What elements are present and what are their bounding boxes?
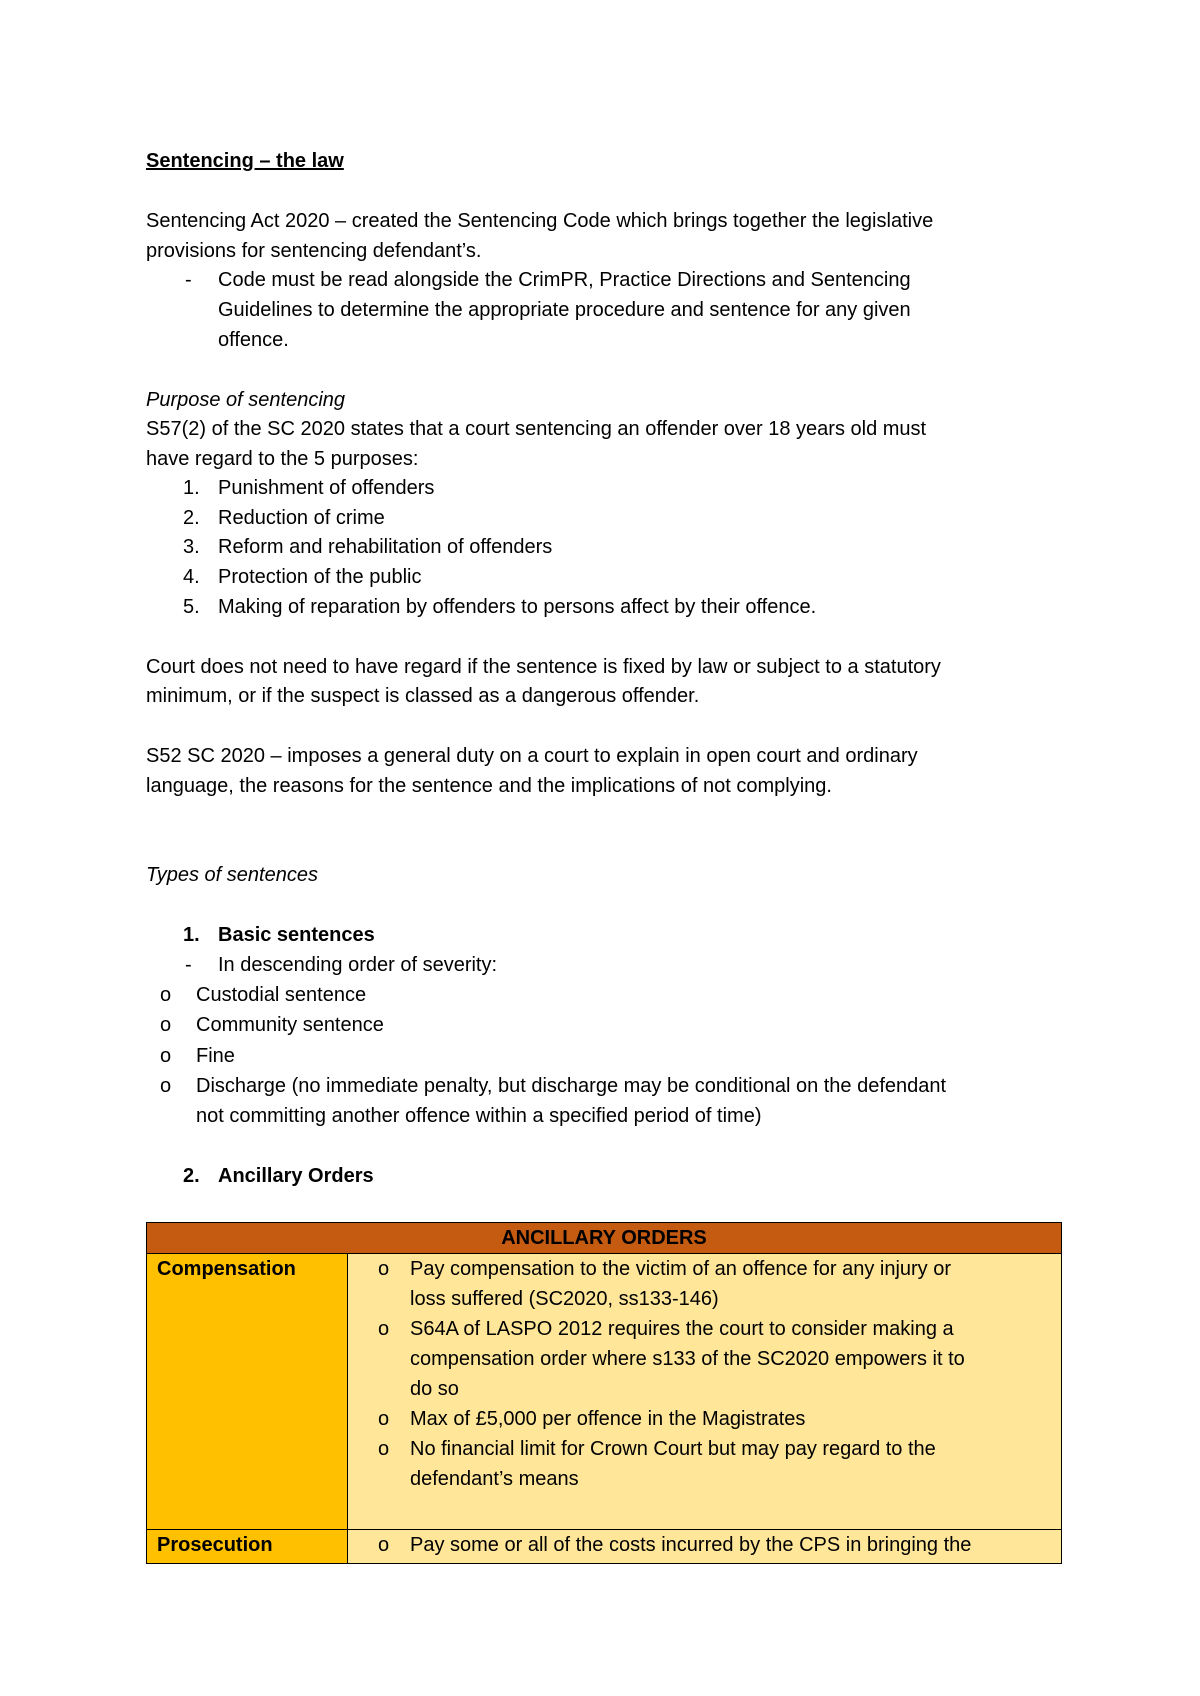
- purpose-line-2: have regard to the 5 purposes:: [146, 448, 419, 470]
- s52-note-line-2: language, the reasons for the sentence and the implications of not complying.: [146, 775, 832, 797]
- bullet-marker: o: [160, 1075, 172, 1097]
- sentence-type-item: Custodial sentence: [196, 984, 367, 1006]
- types-heading: Types of sentences: [146, 864, 318, 886]
- basic-sentences-heading: Basic sentences: [218, 924, 375, 946]
- sentence-type-item: Discharge (no immediate penalty, but discharge may be conditional on the defendant: [196, 1075, 947, 1097]
- list-number: 3.: [183, 536, 200, 558]
- bullet-marker: o: [378, 1408, 390, 1430]
- intro-dash-line-3: offence.: [218, 329, 289, 351]
- intro-dash-line-1: Code must be read alongside the CrimPR, Practice Directions and Sentencing: [218, 269, 911, 291]
- table-header: ANCILLARY ORDERS: [147, 1223, 1061, 1254]
- list-number: 4.: [183, 566, 200, 588]
- bullet-marker: o: [160, 1014, 172, 1036]
- ancillary-orders-table: [146, 1222, 1062, 1564]
- list-number: 5.: [183, 596, 200, 618]
- purpose-item: Reduction of crime: [218, 507, 385, 529]
- bullet-marker: o: [160, 1045, 172, 1067]
- purpose-item: Protection of the public: [218, 566, 422, 588]
- bullet-marker: o: [160, 984, 172, 1006]
- row-body-compensation: [348, 1254, 1061, 1529]
- court-note-line-2: minimum, or if the suspect is classed as a dangerous offender.: [146, 685, 700, 707]
- bullet-marker: o: [378, 1438, 390, 1460]
- document-title: Sentencing – the law: [146, 150, 344, 172]
- table-cell-text: No financial limit for Crown Court but may pay regard to the: [410, 1438, 936, 1460]
- dash-marker: -: [185, 269, 192, 291]
- table-cell-text: compensation order where s133 of the SC2020 empowers it to: [410, 1348, 965, 1370]
- purpose-item: Reform and rehabilitation of offenders: [218, 536, 553, 558]
- purpose-line-1: S57(2) of the SC 2020 states that a court sentencing an offender over 18 years old must: [146, 418, 927, 440]
- severity-note: In descending order of severity:: [218, 954, 498, 976]
- row-label-compensation: Compensation: [147, 1254, 348, 1529]
- table-cell-text: loss suffered (SC2020, ss133-146): [410, 1288, 719, 1310]
- ancillary-orders-heading: Ancillary Orders: [218, 1165, 374, 1187]
- bullet-marker: o: [378, 1534, 390, 1556]
- table-cell-text: Pay some or all of the costs incurred by the CPS in bringing the: [410, 1534, 972, 1556]
- s52-note-line-1: S52 SC 2020 – imposes a general duty on a court to explain in open court and ordinary: [146, 745, 918, 767]
- list-number: 2.: [183, 507, 200, 529]
- list-number: 1.: [183, 477, 200, 499]
- purpose-item: Making of reparation by offenders to persons affect by their offence.: [218, 596, 817, 618]
- intro-line-2: provisions for sentencing defendant’s.: [146, 240, 482, 262]
- purpose-item: Punishment of offenders: [218, 477, 435, 499]
- dash-marker: -: [185, 954, 192, 976]
- table-cell-text: do so: [410, 1378, 459, 1400]
- sentence-type-item: Community sentence: [196, 1014, 384, 1036]
- sentence-type-item-continued: not committing another offence within a specified period of time): [196, 1105, 762, 1127]
- table-cell-text: S64A of LASPO 2012 requires the court to consider making a: [410, 1318, 954, 1340]
- intro-line-1: Sentencing Act 2020 – created the Sentencing Code which brings together the legislative: [146, 210, 934, 232]
- table-cell-text: Max of £5,000 per offence in the Magistrates: [410, 1408, 806, 1430]
- purpose-heading: Purpose of sentencing: [146, 389, 346, 411]
- row-body-prosecution: [348, 1530, 1061, 1563]
- row-label-prosecution: Prosecution: [147, 1530, 348, 1563]
- list-number: 2.: [183, 1165, 200, 1187]
- sentence-type-item: Fine: [196, 1045, 235, 1067]
- bullet-marker: o: [378, 1318, 390, 1340]
- table-cell-text: defendant’s means: [410, 1468, 579, 1490]
- bullet-marker: o: [378, 1258, 390, 1280]
- intro-dash-line-2: Guidelines to determine the appropriate procedure and sentence for any given: [218, 299, 911, 321]
- list-number: 1.: [183, 924, 200, 946]
- table-cell-text: Pay compensation to the victim of an offence for any injury or: [410, 1258, 952, 1280]
- court-note-line-1: Court does not need to have regard if the sentence is fixed by law or subject to a statutory: [146, 656, 941, 678]
